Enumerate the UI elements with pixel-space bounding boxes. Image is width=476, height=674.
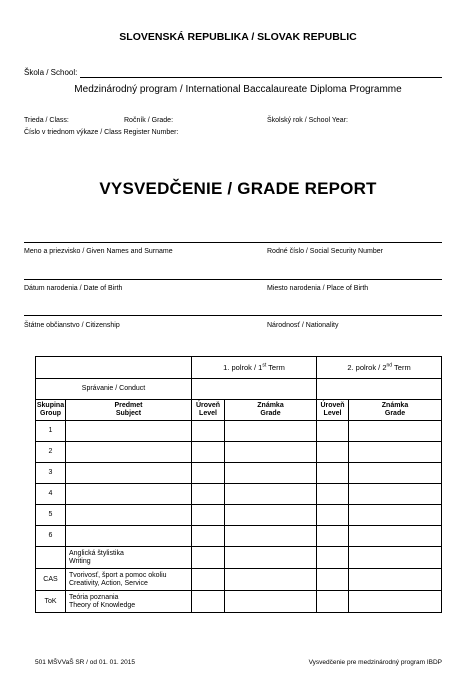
col-level2-sk: Úroveň xyxy=(320,402,345,409)
group-cell: 5 xyxy=(36,505,66,526)
class-label: Trieda / Class: xyxy=(24,117,69,124)
dob-line xyxy=(24,279,442,280)
group-cell: 1 xyxy=(36,421,66,442)
footer-right: Vysvedčenie pre medzinárodný program IBDP xyxy=(308,659,442,666)
subject-cell xyxy=(66,505,192,526)
level-cell xyxy=(192,569,225,591)
footer-left: 501 MŠVVaŠ SR / od 01. 01. 2015 xyxy=(35,659,135,666)
subject-cell xyxy=(66,526,192,547)
level-cell xyxy=(317,547,349,569)
col-group-en: Group xyxy=(40,410,61,417)
term1-header xyxy=(192,357,317,379)
nationality-label: Národnosť / Nationality xyxy=(267,322,339,329)
term2-sup: nd xyxy=(386,362,393,368)
grade-cell xyxy=(225,505,317,526)
citizenship-label: Štátne občianstvo / Citizenship xyxy=(24,322,120,329)
pob-label: Miesto narodenia / Place of Birth xyxy=(267,285,369,292)
term-header-row xyxy=(36,357,442,379)
term1-sup: st xyxy=(262,362,267,368)
level-cell xyxy=(317,484,349,505)
grade-cell xyxy=(349,505,442,526)
term1-suffix: Term xyxy=(266,362,285,372)
col-grade2-en: Grade xyxy=(384,410,406,417)
level-cell xyxy=(317,591,349,613)
grade-cell xyxy=(225,526,317,547)
table-row xyxy=(36,591,442,613)
group-cell: CAS xyxy=(36,569,66,591)
level-cell xyxy=(192,547,225,569)
country-heading: SLOVENSKÁ REPUBLIKA / SLOVAK REPUBLIC xyxy=(119,31,357,43)
level-cell xyxy=(317,442,349,463)
subject-sk: Anglická štylistika xyxy=(69,549,124,557)
names-label: Meno a priezvisko / Given Names and Surname xyxy=(24,248,173,255)
col-level1-sk: Úroveň xyxy=(195,402,221,409)
table-row xyxy=(36,421,442,442)
group-cell: 4 xyxy=(36,484,66,505)
level-cell xyxy=(192,463,225,484)
conduct-term2-cell xyxy=(317,379,442,400)
term2-header xyxy=(317,357,442,379)
col-subject-sk: Predmet xyxy=(114,402,143,409)
blank-header-cell xyxy=(36,357,192,379)
school-line xyxy=(80,77,442,78)
grade-cell xyxy=(349,526,442,547)
table-row xyxy=(36,442,442,463)
grade-cell xyxy=(349,463,442,484)
conduct-label: Správanie / Conduct xyxy=(36,379,192,400)
table-row xyxy=(36,547,442,569)
subject-cell xyxy=(66,421,192,442)
col-level1-header xyxy=(192,400,225,421)
subject-en: Creativity, Action, Service xyxy=(69,579,148,587)
grade-cell xyxy=(349,484,442,505)
subject-cell xyxy=(66,569,192,591)
subject-en: Writing xyxy=(69,557,91,565)
grades-table xyxy=(35,356,442,613)
grade-cell xyxy=(225,569,317,591)
class-register-label: Číslo v triednom výkaze / Class Register Number: xyxy=(24,129,179,136)
grade-cell xyxy=(225,421,317,442)
col-grade1-header xyxy=(225,400,317,421)
column-header-row xyxy=(36,400,442,421)
group-cell: 6 xyxy=(36,526,66,547)
subject-sk: Tvorivosť, šport a pomoc okoliu xyxy=(69,571,167,579)
subject-en: Theory of Knowledge xyxy=(69,601,136,609)
grade-cell xyxy=(225,442,317,463)
conduct-row xyxy=(36,379,442,400)
col-level2-header xyxy=(317,400,349,421)
col-subject-header xyxy=(66,400,192,421)
level-cell xyxy=(317,421,349,442)
level-cell xyxy=(192,505,225,526)
grade-cell xyxy=(225,484,317,505)
level-cell xyxy=(317,505,349,526)
grade-cell xyxy=(349,591,442,613)
school-label: Škola / School: xyxy=(24,68,78,77)
table-row xyxy=(36,569,442,591)
col-group-sk: Skupina xyxy=(36,402,65,409)
term2-prefix: 2. polrok / 2 xyxy=(347,362,387,372)
group-cell: ToK xyxy=(36,591,66,613)
group-cell: 2 xyxy=(36,442,66,463)
document-title: VYSVEDČENIE / GRADE REPORT xyxy=(99,179,377,198)
table-row xyxy=(36,463,442,484)
subject-cell xyxy=(66,591,192,613)
table-row xyxy=(36,526,442,547)
group-cell xyxy=(36,547,66,569)
ssn-label: Rodné číslo / Social Security Number xyxy=(267,248,383,255)
table-row xyxy=(36,505,442,526)
level-cell xyxy=(317,463,349,484)
grade-cell xyxy=(225,547,317,569)
term2-suffix: Term xyxy=(392,362,411,372)
col-group-header xyxy=(36,400,66,421)
group-cell: 3 xyxy=(36,463,66,484)
subject-cell xyxy=(66,484,192,505)
col-grade1-en: Grade xyxy=(260,410,281,417)
subject-sk: Teória poznania xyxy=(69,593,119,601)
term1-prefix: 1. polrok / 1 xyxy=(223,362,263,372)
grade-cell xyxy=(349,421,442,442)
program-heading: Medzinárodný program / International Baccalaureate Diploma Programme xyxy=(74,84,402,95)
subject-cell xyxy=(66,547,192,569)
level-cell xyxy=(192,484,225,505)
level-cell xyxy=(317,569,349,591)
level-cell xyxy=(317,526,349,547)
grade-cell xyxy=(225,591,317,613)
level-cell xyxy=(192,591,225,613)
level-cell xyxy=(192,442,225,463)
col-level1-en: Level xyxy=(199,410,217,417)
conduct-term1-cell xyxy=(192,379,317,400)
grade-cell xyxy=(349,569,442,591)
subject-cell xyxy=(66,442,192,463)
grade-label: Ročník / Grade: xyxy=(124,117,174,124)
citizenship-line xyxy=(24,315,442,316)
level-cell xyxy=(192,526,225,547)
grade-cell xyxy=(225,463,317,484)
col-subject-en: Subject xyxy=(115,410,142,417)
names-line xyxy=(24,242,442,243)
table-row xyxy=(36,484,442,505)
subject-cell xyxy=(66,463,192,484)
grade-cell xyxy=(349,442,442,463)
school-year-label: Školský rok / School Year: xyxy=(267,117,348,124)
col-grade1-sk: Známka xyxy=(257,402,284,409)
grade-cell xyxy=(349,547,442,569)
level-cell xyxy=(192,421,225,442)
col-grade2-header xyxy=(349,400,442,421)
dob-label: Dátum narodenia / Date of Birth xyxy=(24,285,123,292)
col-level2-en: Level xyxy=(323,410,342,417)
col-grade2-sk: Známka xyxy=(381,402,409,409)
